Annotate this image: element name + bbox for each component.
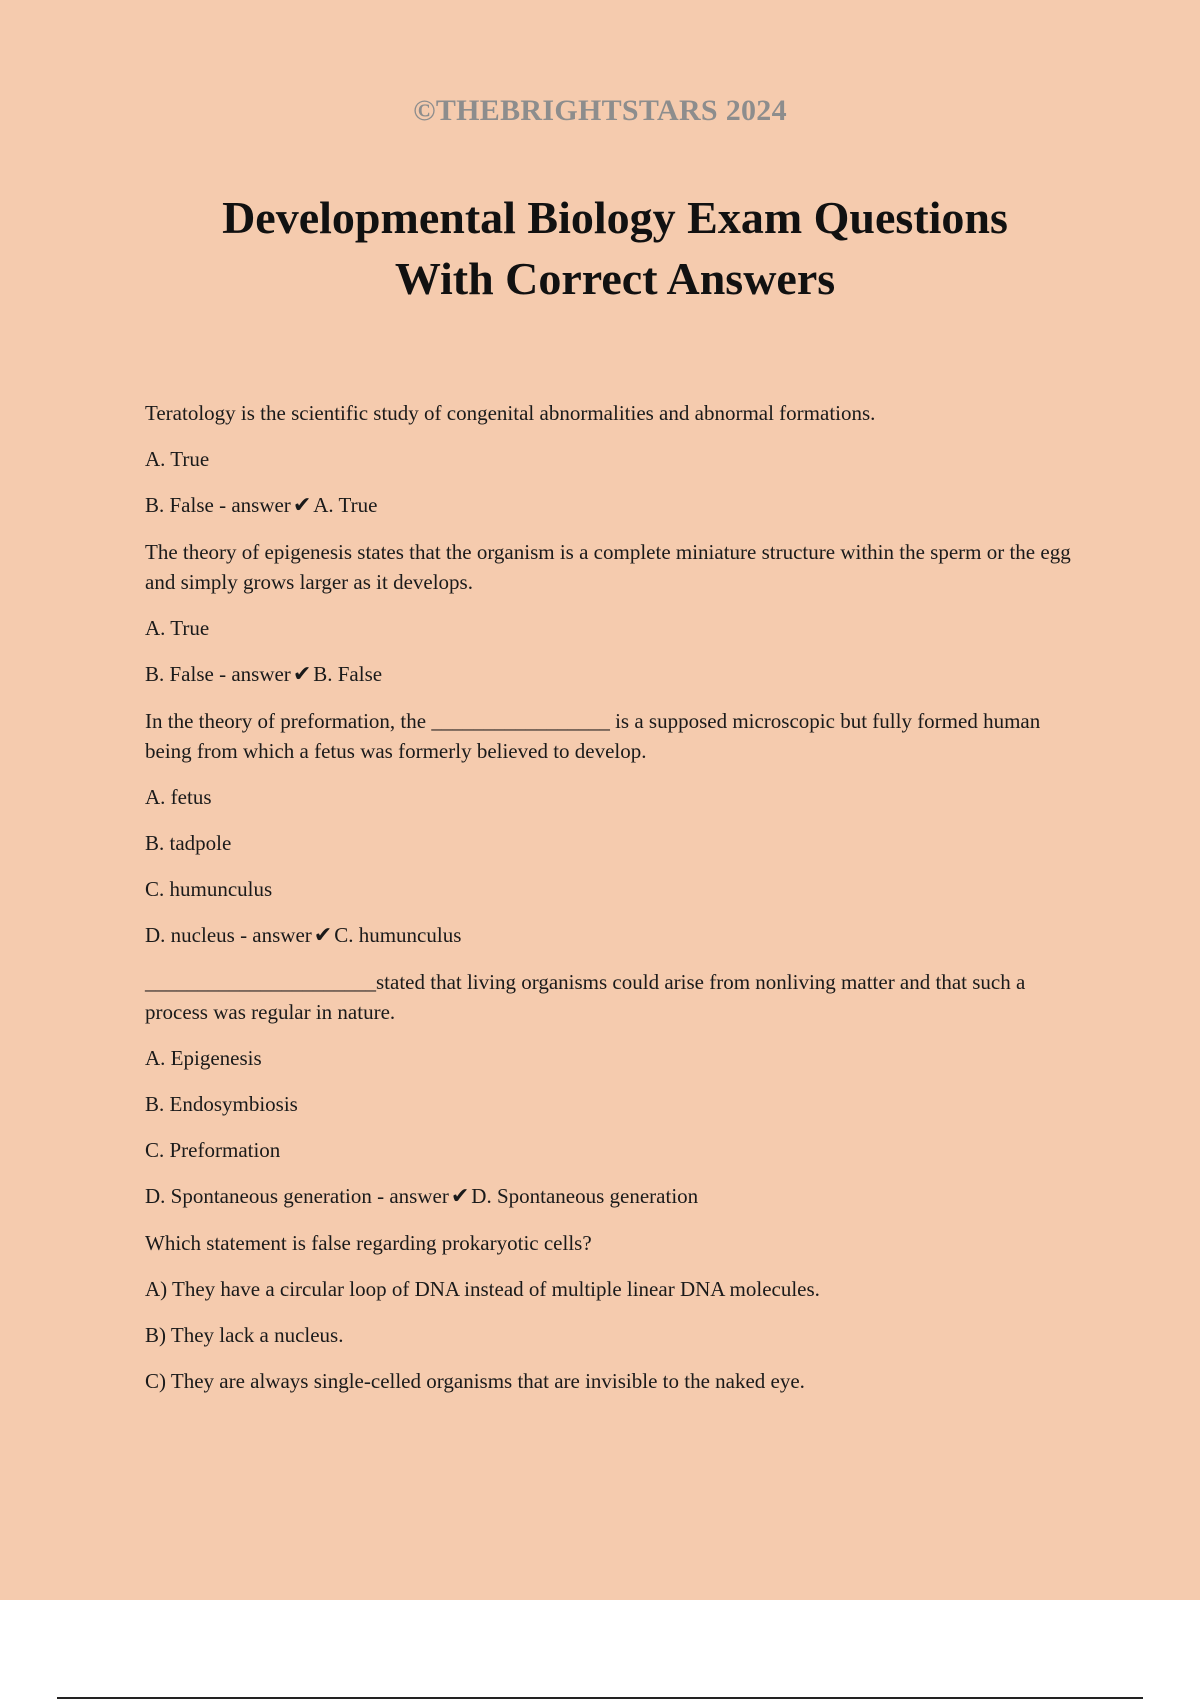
option: B. Endosymbiosis [145,1092,298,1116]
option: B. False - answer [145,493,291,517]
option: A. fetus [145,785,212,809]
option: D. nucleus - answer [145,923,312,947]
answer-line [145,659,1075,690]
question-text: Teratology is the scientific study of congenital abnormalities and abnormal formations. [145,401,876,425]
answer-line [145,490,1075,521]
option: C. humunculus [145,877,273,901]
correct-answer: A. True [313,493,378,517]
option: B. False - answer [145,662,291,686]
check-icon: ✔ [292,493,312,518]
option: A. Epigenesis [145,1046,262,1070]
answer-line [145,920,1075,951]
title-line-1: Developmental Biology Exam Questions [222,192,1008,243]
page-title [150,187,1080,309]
question-text: The theory of epigenesis states that the organism is a complete miniature structure within the sperm or the egg and simply grows larger as it develops. [145,540,1071,594]
option: C. Preformation [145,1138,281,1162]
question-text: Which statement is false regarding prokaryotic cells? [145,1231,592,1255]
question-text: ______________________stated that living organisms could arise from nonliving matter and that such a process was regular in nature. [145,970,1026,1024]
title-line-2: With Correct Answers [394,253,836,304]
questions-list [145,398,1075,1412]
correct-answer: C. humunculus [334,923,462,947]
option: A. True [145,447,210,471]
option: A) They have a circular loop of DNA instead of multiple linear DNA molecules. [145,1277,820,1301]
check-icon: ✔ [313,923,333,948]
correct-answer: B. False [313,662,383,686]
check-icon: ✔ [450,1184,470,1209]
watermark: ©THEBRIGHTSTARS 2024 [413,94,787,127]
check-icon: ✔ [292,662,312,687]
option: D. Spontaneous generation - answer [145,1184,449,1208]
option: C) They are always single-celled organisms that are invisible to the naked eye. [145,1369,805,1393]
option: B. tadpole [145,831,232,855]
correct-answer: D. Spontaneous generation [471,1184,699,1208]
option: B) They lack a nucleus. [145,1323,344,1347]
option: A. True [145,616,210,640]
footer-divider [57,1697,1143,1699]
question-text: In the theory of preformation, the _________________ is a supposed microscopic but fully formed human being from which a fetus was formerly believed to develop. [145,709,1041,763]
answer-line [145,1181,1075,1212]
